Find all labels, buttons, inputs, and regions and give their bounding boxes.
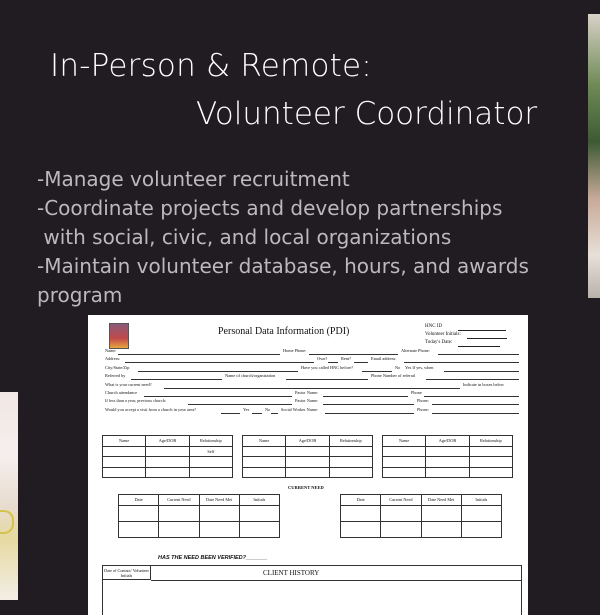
id-label: Today's Date:	[425, 340, 453, 345]
current-need-label: CURRENT NEED	[288, 485, 324, 490]
col-header: Date	[119, 495, 159, 506]
form-field-row	[105, 365, 521, 373]
form-field-row	[105, 373, 521, 381]
col-header: Relationship	[329, 436, 372, 447]
col-header: Age/DOB	[286, 436, 329, 447]
plant-photo	[588, 14, 600, 298]
field-label: Pastor Name:	[295, 390, 319, 395]
field-label: Phone:	[417, 398, 429, 404]
household-table-2	[242, 435, 373, 478]
bullet-item: program	[37, 283, 123, 307]
field-label: Rent?	[341, 356, 352, 362]
household-table-3	[382, 435, 513, 478]
field-label: Name:	[105, 348, 117, 353]
form-field-row	[105, 382, 521, 390]
field-label: Church attendance	[105, 390, 138, 395]
self-cell: Self	[189, 446, 232, 457]
field-label: No	[395, 364, 401, 370]
form-field-row	[105, 348, 521, 356]
id-label: HNC ID	[425, 324, 443, 329]
bullet-item: -Coordinate projects and develop partnerships	[37, 196, 503, 220]
field-label: Have you called HNC before?	[301, 364, 354, 370]
organization-logo	[109, 323, 129, 349]
bullet-item: -Manage volunteer recruitment	[37, 167, 350, 191]
col-header: Name	[383, 436, 426, 447]
field-label: No	[265, 406, 271, 412]
field-label: Would you accept a visit from a church in your area?	[105, 406, 197, 412]
field-label: Indicate in boxes below	[463, 381, 504, 387]
col-header: Relationship	[189, 436, 232, 447]
field-label: Pastor Name:	[295, 398, 319, 404]
need-table-1	[118, 494, 280, 538]
bullet-item: with social, civic, and local organizations	[37, 225, 452, 249]
col-header: Date Need Met	[199, 495, 239, 506]
field-label: Social Worker Name:	[281, 406, 319, 412]
field-label: Home Phone:	[283, 348, 307, 353]
col-header: Current Need	[159, 495, 199, 506]
slide-title-line1: In-Person & Remote:	[50, 48, 372, 84]
field-label: Email address:	[371, 356, 397, 362]
form-field-row	[105, 356, 521, 364]
col-header: Age/DOB	[426, 436, 469, 447]
col-header: Current Need	[381, 495, 421, 506]
field-label: Name of church/organization	[225, 373, 276, 379]
form-field-row	[105, 398, 521, 406]
field-label: Own?	[317, 356, 328, 362]
col-header: Date	[341, 495, 381, 506]
field-label: Yes	[243, 406, 250, 412]
field-label: Alternate Phone:	[401, 348, 430, 353]
ribbon-graphic	[0, 510, 14, 534]
col-header: Initials	[461, 495, 501, 506]
col-header: Relationship	[469, 436, 512, 447]
field-label: Phone	[411, 390, 422, 395]
pdi-form-image	[88, 315, 528, 615]
col-header: Date Need Met	[421, 495, 461, 506]
field-label: Yes If yes, when	[405, 364, 434, 370]
client-history-title: CLIENT HISTORY	[263, 569, 320, 577]
col-header: Age/DOB	[146, 436, 189, 447]
bullet-list	[37, 165, 529, 310]
id-label: Volunteer Initials:	[425, 332, 461, 337]
col-header: Initials	[239, 495, 279, 506]
col-header: Name	[243, 436, 286, 447]
slide-title-line2: Volunteer Coordinator	[196, 96, 538, 132]
field-label: Phone Number of referral	[371, 373, 416, 379]
field-label: City/State/Zip	[105, 364, 130, 370]
form-field-row	[105, 407, 521, 415]
hands-photo	[0, 392, 18, 600]
field-label: Address:	[105, 356, 121, 362]
history-left-label: Date of Contact/ Volunteer Initials	[103, 566, 151, 580]
household-table-1	[102, 435, 233, 478]
form-id-block	[425, 323, 507, 347]
client-history-box	[102, 565, 522, 615]
field-label: Phone:	[417, 406, 429, 412]
field-label: If less than a year, previous church:	[105, 398, 167, 404]
field-label: What is your current need?	[105, 381, 152, 387]
bullet-item: -Maintain volunteer database, hours, and awards	[37, 254, 529, 278]
need-table-2	[340, 494, 502, 538]
col-header: Name	[103, 436, 146, 447]
form-field-row	[105, 390, 521, 398]
verified-label: HAS THE NEED BEEN VERIFIED?_______	[158, 555, 268, 561]
field-label: Referred by	[105, 373, 126, 379]
form-title: Personal Data Information (PDI)	[218, 326, 350, 337]
